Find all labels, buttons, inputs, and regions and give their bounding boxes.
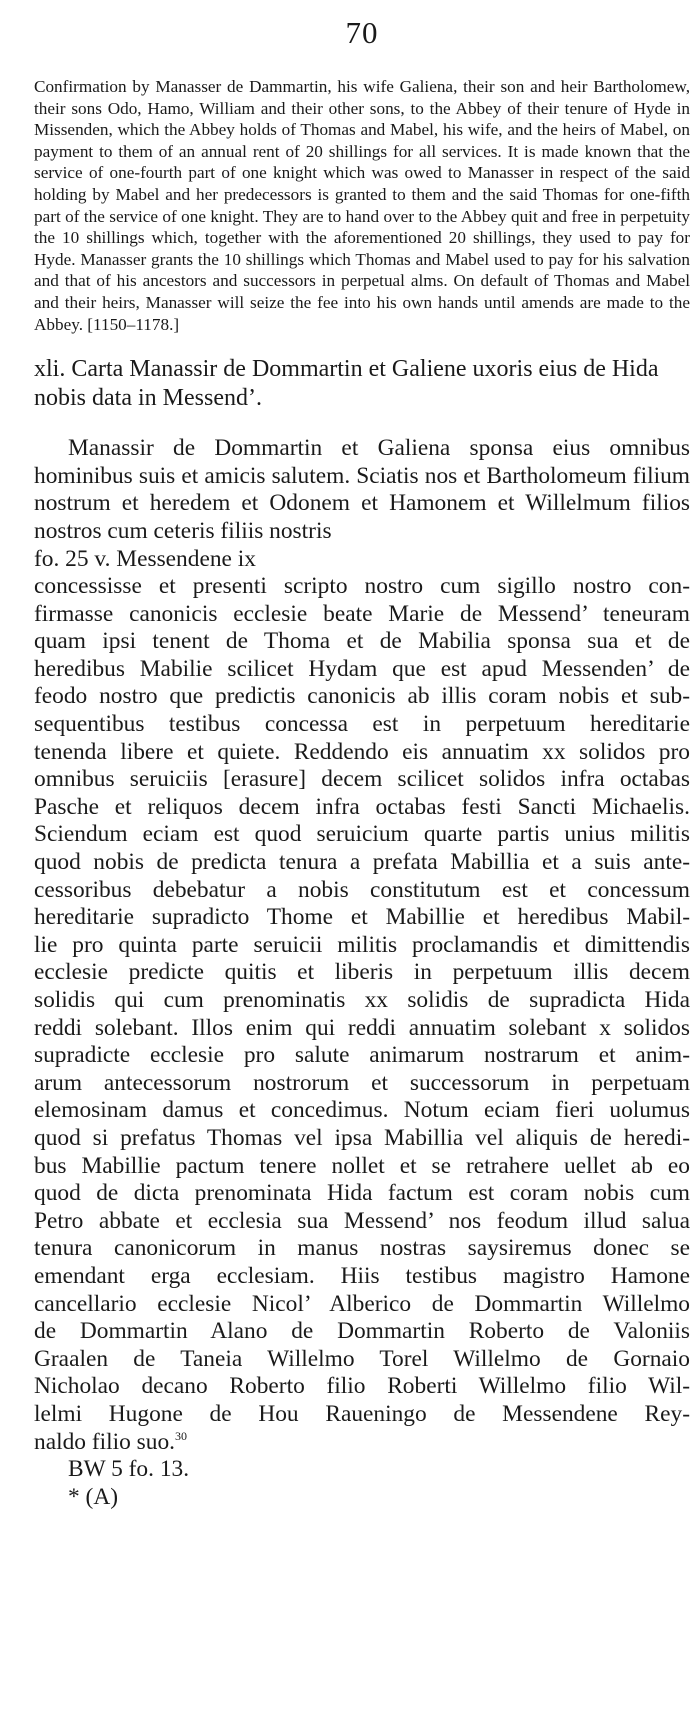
charter-heading: xli. Carta Manassir de Dommartin et Galiene uxoris eius de Hida nobis data in Messend’. <box>34 356 659 412</box>
charter-line: emendant erga ecclesiam. Hiis testibus magistro Hamone <box>34 1262 690 1289</box>
footnote-marker: 30 <box>174 1428 187 1443</box>
charter-line: quam ipsi tenent de Thoma et de Mabilia sponsa sua et de <box>34 628 690 655</box>
charter-line: cancellario ecclesie Nicol’ Alberico de Dommartin Willelmo <box>34 1290 690 1317</box>
charter-line: lelmi Hugone de Hou Raueningo de Messendene Rey- <box>34 1400 690 1427</box>
charter-line: Pasche et reliquos decem infra octabas festi Sancti Michaelis. <box>34 793 690 820</box>
charter-line: feodo nostro que predictis canonicis ab illis coram nobis et sub- <box>34 683 690 710</box>
charter-lines <box>34 573 690 1456</box>
charter-line: de Dommartin Alano de Dommartin Roberto de Valoniis <box>34 1318 690 1345</box>
charter-line: elemosinam damus et concedimus. Notum eciam fieri uolumus <box>34 1097 690 1124</box>
charter-line: omnibus seruiciis [erasure] decem scilicet solidos infra octabas <box>34 766 690 793</box>
charter-line: tenura canonicorum in manus nostras saysiremus donec se <box>34 1235 690 1262</box>
charter-line: Petro abbate et ecclesia sua Messend’ nos feodum illud salua <box>34 1207 690 1234</box>
charter-line: quod de dicta prenominata Hida factum est coram nobis cum <box>34 1180 690 1207</box>
references <box>34 1456 690 1511</box>
folio-marker: fo. 25 v. Messendene ix <box>34 545 256 572</box>
charter-line: heredibus Mabilie scilicet Hydam que est apud Messenden’ de <box>34 655 690 682</box>
charter-line: firmasse canonicis ecclesie beate Marie de Messend’ teneuram <box>34 600 690 627</box>
charter-line: bus Mabillie pactum tenere nollet et se retrahere uellet ab eo <box>34 1152 690 1179</box>
page-number: 70 <box>345 15 379 50</box>
charter-line: Sciendum eciam est quod seruicium quarte partis unius militis <box>34 821 690 848</box>
charter-line: sequentibus testibus concessa est in perpetuum hereditarie <box>34 711 690 738</box>
charter-line: quod nobis de predicta tenura a prefata Mabillia et a suis ante- <box>34 849 690 876</box>
charter-summary: Confirmation by Manasser de Dammartin, his wife Galiena, their son and heir Bartholomew, their sons Odo, Hamo, William and their other sons, to the Abbey of their tenure of Hyde in Missenden, which the Abbey holds of Thomas and Mabel, his wife, and the heirs of Mabel, on payment to them of an annual rent of 20 shillings for all services. It is made known that the service of one-fourth part of one knight which was owed to Manasser in respect of the said holding by Mabel and her predecessors is granted to them and the said Thomas for one-fifth part of the service of one knight. They are to hand over to the Abbey quit and free in perpetuity the 10 shillings which, together with the aforementioned 20 shillings, they used to pay for Hyde. Manasser grants the 10 shillings which Thomas and Mabel used to pay for his salvation and that of his ancestors and successors in perpetual alms. On default of Thomas and Mabel and their heirs, Manasser will seize the fee into his own hands until amends are made to the Abbey. [1150–1178.] <box>34 77 690 334</box>
charter-line: arum antecessorum nostrorum et successorum in perpetuam <box>34 1069 690 1096</box>
charter-line: hereditarie supradicto Thome et Mabillie et heredibus Mabil- <box>34 904 690 931</box>
charter-line: reddi solebant. Illos enim qui reddi annuatim solebant x solidos <box>34 1014 690 1041</box>
charter-line: concessisse et presenti scripto nostro cum sigillo nostro con- <box>34 573 690 600</box>
charter-text <box>34 435 690 1456</box>
charter-line: tenenda libere et quiete. Reddendo eis annuatim xx solidos pro <box>34 738 690 765</box>
charter-line: supradicte ecclesie pro salute animarum nostrarum et anim- <box>34 1042 690 1069</box>
charter-line: quod si prefatus Thomas vel ipsa Mabillia vel aliquis de heredi- <box>34 1124 690 1151</box>
charter-line: solidis qui cum prenominatis xx solidis de supradicta Hida <box>34 987 690 1013</box>
reference-original: * (A) <box>68 1483 119 1510</box>
charter-line: lie pro quinta parte seruicii militis proclamandis et dimittendis <box>34 931 690 958</box>
charter-line: naldo filio suo.$^{30}$ <box>34 1428 187 1455</box>
reference-manuscript: BW 5 fo. 13. <box>68 1456 190 1483</box>
charter-line: cessoribus debebatur a nobis constitutum est et concessum <box>34 876 690 903</box>
charter-line: ecclesie predicte quitis et liberis in perpetuum illis decem <box>34 959 690 986</box>
charter-line: Nicholao decano Roberto filio Roberti Willelmo filio Wil- <box>34 1373 690 1400</box>
charter-opening: Manassir de Dommartin et Galiena sponsa eius omnibus hominibus suis et amicis salutem. Sciatis nos et Bartholomeum filium nostrum et heredem et Odonem et Hamonem et Willelmum filios nostros cum ceteris filiis nostris <box>34 435 690 544</box>
charter-line: Graalen de Taneia Willelmo Torel Willelmo de Gornaio <box>34 1345 690 1372</box>
